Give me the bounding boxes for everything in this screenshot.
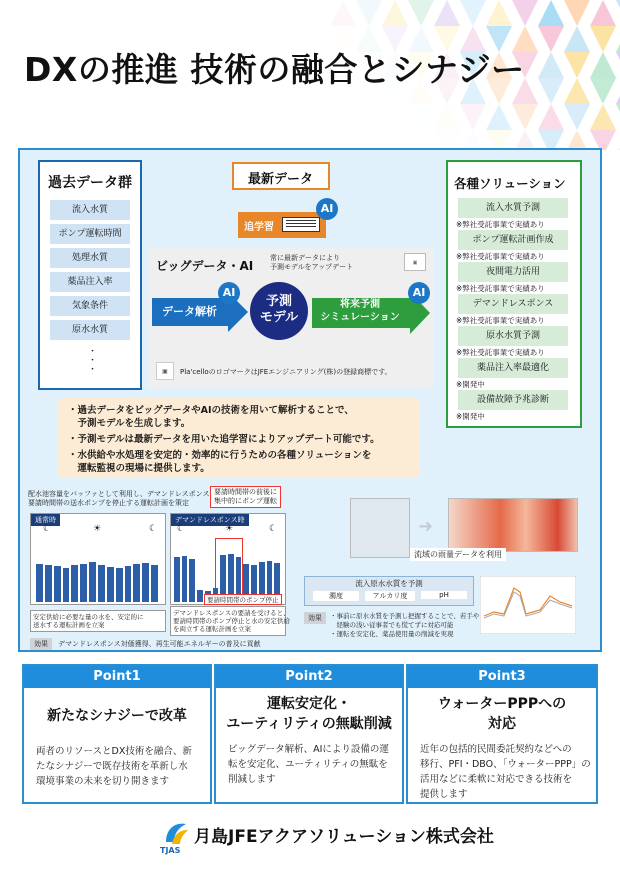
logo-trademark-note: Pla'celloのロゴマークはJFEエンジニアリング(株)の登録商標です。 <box>180 368 392 376</box>
solution-item: 薬品注入率最適化 <box>458 358 568 378</box>
point1-box <box>22 664 212 804</box>
solution-item: 設備故障予兆診断 <box>458 390 568 410</box>
moon-icon: ☾ <box>269 524 278 534</box>
dr-chart-bar <box>197 590 203 602</box>
point1-headline: 新たなシナジーで改革 <box>47 708 187 724</box>
point2-tag: Point2 <box>216 666 402 688</box>
normal-chart-bar <box>98 565 105 602</box>
analysis-label: データ解析 <box>162 305 217 318</box>
solution-note: ※弊社受託事業で実績あり <box>456 348 545 357</box>
moon-icon: ☾ <box>177 524 186 534</box>
stop-label: 要請時間帯のポンプ停止 <box>204 594 282 605</box>
ai-badge-analysis: AI <box>218 282 240 304</box>
solution-item: 流入水質予測 <box>458 198 568 218</box>
past-data-item: 処理水質 <box>50 248 130 268</box>
solution-item: 原水水質予測 <box>458 326 568 346</box>
solutions-title: 各種ソリューション <box>454 176 566 191</box>
point3-headline: ウォーターPPPへの 対応 <box>437 696 567 732</box>
normal-chart-bar <box>63 568 70 602</box>
param-turbidity: 濁度 <box>313 591 359 601</box>
page-title: DXの推進 技術の融合とシナジー <box>24 50 525 89</box>
big-data-title: ビッグデータ・AI <box>156 259 254 273</box>
normal-chart-bar <box>71 565 78 602</box>
demand-header: 配水池容量をバッファとして利用し、デマンドレスポンス 要請時間帯の送水ポンプを停止する運転計画を策定 <box>28 490 210 507</box>
moon-icon: ☾ <box>149 524 158 534</box>
sun-icon: ☀ <box>225 524 234 534</box>
rain-map <box>350 498 410 558</box>
normal-chart-bar <box>107 567 114 602</box>
rain-caption: 流域の雨量データを利用 <box>410 548 506 561</box>
dr-chart-bar <box>174 557 180 602</box>
prediction-title: 流入原水水質を予測 <box>355 579 423 588</box>
company-abbr: TJAS <box>160 846 181 855</box>
demand-effect-label: 効果 <box>30 638 52 650</box>
point1-body: 両者のリソースとDX技術を融合、新 たなシナジーで既存技術を革新し水 環境事業の未来を切り開きます <box>36 746 192 787</box>
retrain-label: 追学習 <box>244 222 274 233</box>
dr-caption: デマンドレスポンスの要請を受けると、 要請時間帯のポンプ停止と水の安定供給 を両立する運転計画を立案 <box>170 606 286 636</box>
bullet-3: ・水供給や水処理を安定的・効率的に行うための各種ソリューションを 運転監視の現場に提供します。 <box>68 450 372 474</box>
normal-chart-bar <box>54 566 61 602</box>
past-data-item: 流入水質 <box>50 200 130 220</box>
solution-note: ※弊社受託事業で実績あり <box>456 220 545 229</box>
rain-arrow-icon: ➜ <box>418 516 434 537</box>
placello-logo-icon: ▣ <box>404 253 426 271</box>
solution-item: デマンドレスポンス <box>458 294 568 314</box>
ai-badge-simulation: AI <box>408 282 430 304</box>
normal-label: 通常時 <box>31 514 60 526</box>
demand-effect-text: デマンドレスポンス対価獲得、再生可能エネルギーの普及に貢献 <box>58 640 261 648</box>
company-name: 月島JFEアクアソリューション株式会社 <box>194 827 494 847</box>
rain-heatmap <box>448 498 578 552</box>
normal-chart-bar <box>89 562 96 602</box>
solution-item: 夜間電力活用 <box>458 262 568 282</box>
ai-badge-retrain: AI <box>316 198 338 220</box>
bullet-1: ・過去データをビッグデータやAIの技術を用いて解析することで、 予測モデルを生成します。 <box>68 405 354 429</box>
point3-box <box>406 664 598 804</box>
dr-chart-bar <box>189 559 195 602</box>
past-data-more: ・ ・ ・ <box>88 347 98 375</box>
point1-tag: Point1 <box>24 666 210 688</box>
solution-note: ※弊社受託事業で実績あり <box>456 316 545 325</box>
normal-caption: 安定供給に必要な量の水を、安定的に 送水する運転計画を立案 <box>30 610 166 632</box>
placello-small-icon: ▣ <box>156 362 174 380</box>
past-data-item: ポンプ運転時間 <box>50 224 130 244</box>
normal-chart-bar <box>116 568 123 602</box>
normal-chart-bar <box>151 565 158 602</box>
point2-box <box>214 664 404 804</box>
retrain-box <box>238 212 326 238</box>
summary-bullets <box>58 398 420 478</box>
past-data-title: 過去データ群 <box>48 175 132 191</box>
document-icon <box>282 217 320 232</box>
point2-headline: 運転安定化・ ユーティリティの無駄削減 <box>226 696 392 732</box>
solution-note: ※開発中 <box>456 412 485 421</box>
past-data-item: 原水水質 <box>50 320 130 340</box>
normal-chart-bar <box>133 564 140 602</box>
big-data-note: 常に最新データにより 予測モデルをアップデート <box>270 254 354 271</box>
past-data-item: 気象条件 <box>50 296 130 316</box>
solution-note: ※弊社受託事業で実績あり <box>456 252 545 261</box>
bullet-2: ・予測モデルは最新データを用いた追学習によりアップデート可能です。 <box>68 434 380 445</box>
latest-data-box <box>232 162 330 190</box>
point2-body: ビッグデータ解析、AIにより設備の運 転を安定化、ユーティリティの無駄を 削減します <box>228 744 389 785</box>
normal-chart-bar <box>125 566 132 602</box>
dr-label: デマンドレスポンス時 <box>171 514 249 526</box>
moon-icon: ☾ <box>43 524 52 534</box>
past-data-panel <box>38 160 142 390</box>
prediction-line-chart <box>480 576 576 634</box>
company-logo-icon <box>162 820 190 846</box>
water-effect-label: 効果 <box>304 612 326 624</box>
normal-chart-bar <box>45 565 52 602</box>
prediction-model-label: 予測 モデル <box>259 294 299 325</box>
solution-item: ポンプ運転計画作成 <box>458 230 568 250</box>
prediction-box <box>304 576 474 606</box>
latest-data-title: 最新データ <box>248 172 314 187</box>
simulation-label: 将来予測 シミュレーション <box>320 299 400 323</box>
dr-chart-bar <box>182 556 188 602</box>
past-data-item: 薬品注入率 <box>50 272 130 292</box>
sun-icon: ☀ <box>93 524 102 534</box>
normal-chart-bar <box>36 564 43 602</box>
solution-note: ※弊社受託事業で実績あり <box>456 284 545 293</box>
solution-note: ※開発中 <box>456 380 485 389</box>
demand-callout: 要請時間帯の前後に 集中的にポンプ運転 <box>210 486 281 508</box>
param-ph: pH <box>421 591 467 599</box>
param-alkalinity: アルカリ度 <box>365 591 415 601</box>
normal-chart-bar <box>142 563 149 602</box>
point3-tag: Point3 <box>408 666 596 688</box>
water-effect-text: ・事前に原水水質を予測し把握することで、若手や 経験の浅い従事者でも慌てずに対応可能 ・運転を安定化、薬品使用量の削減を実現 <box>330 612 480 638</box>
normal-chart-bar <box>80 564 87 602</box>
point3-body: 近年の包括的民間委託契約などへの 移行、PFI・DBO、「ウォーターPPP」の 活用などに柔軟に対応できる技術を 提供します <box>420 744 591 800</box>
